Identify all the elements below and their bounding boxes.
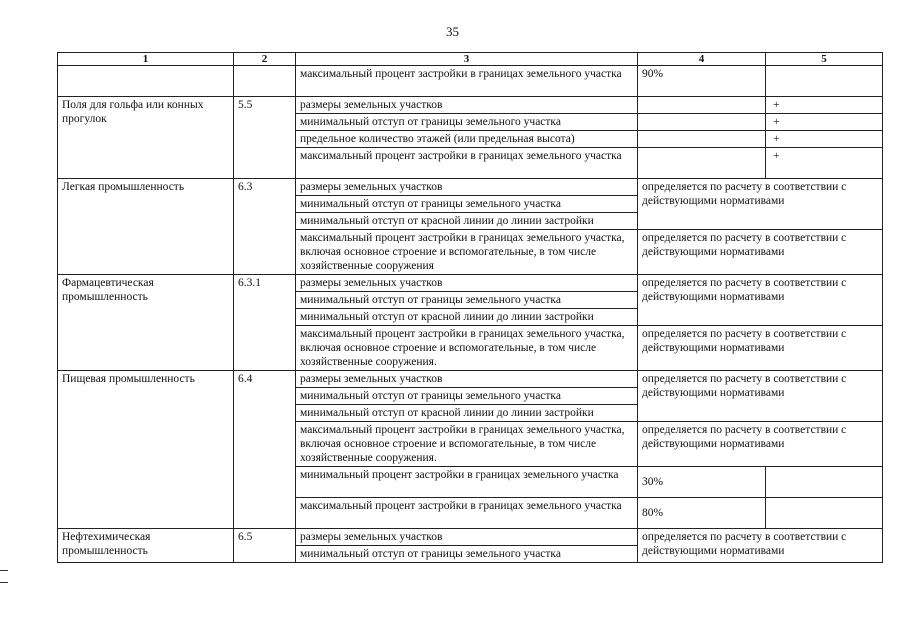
parameter-cell: размеры земельных участков <box>296 97 638 114</box>
mark-cell: + <box>766 148 883 179</box>
merged-value-cell: определяется по расчету в соответствии с действующими нормативами <box>638 179 883 230</box>
regulations-table <box>57 52 883 563</box>
parameter-cell: минимальный отступ от красной линии до линии застройки <box>296 309 638 326</box>
merged-value-cell: определяется по расчету в соответствии с действующими нормативами <box>638 326 883 371</box>
merged-value-cell: определяется по расчету в соответствии с действующими нормативами <box>638 230 883 275</box>
value-cell: 90% <box>638 66 766 97</box>
code-cell: 5.5 <box>234 97 296 179</box>
mark-cell <box>766 498 883 529</box>
parameter-cell: максимальный процент застройки в границах земельного участка <box>296 498 638 529</box>
column-header-2: 2 <box>234 53 296 66</box>
value-cell: 30% <box>638 467 766 498</box>
column-header-5: 5 <box>766 53 883 66</box>
parameter-cell: минимальный отступ от границы земельного участка <box>296 388 638 405</box>
code-cell: 6.5 <box>234 529 296 563</box>
parameter-cell: размеры земельных участков <box>296 179 638 196</box>
mark-cell <box>766 66 883 97</box>
use-type-cell: Фармацевтическая промышленность <box>58 275 234 371</box>
parameter-cell: максимальный процент застройки в границах земельного участка, включая основное строение и вспомогательные, в том числе хозяйственные сооружения. <box>296 422 638 467</box>
column-header-3: 3 <box>296 53 638 66</box>
margin-mark <box>0 582 8 583</box>
table-row <box>58 66 883 97</box>
parameter-cell: минимальный отступ от границы земельного участка <box>296 546 638 563</box>
table-row <box>58 97 883 114</box>
merged-value-cell: определяется по расчету в соответствии с действующими нормативами <box>638 529 883 563</box>
parameter-cell: минимальный отступ от границы земельного участка <box>296 292 638 309</box>
merged-value-cell: определяется по расчету в соответствии с действующими нормативами <box>638 371 883 422</box>
table-row <box>58 529 883 546</box>
parameter-cell: минимальный отступ от границы земельного участка <box>296 114 638 131</box>
mark-cell: + <box>766 97 883 114</box>
parameter-cell: размеры земельных участков <box>296 275 638 292</box>
parameter-cell: максимальный процент застройки в границах земельного участка, включая основное строение и вспомогательные, в том числе хозяйственные сооружения <box>296 230 638 275</box>
use-type-cell: Пищевая промышленность <box>58 371 234 529</box>
page-number: 35 <box>446 24 459 39</box>
column-header-1: 1 <box>58 53 234 66</box>
use-type-cell: Легкая промышленность <box>58 179 234 275</box>
code-cell <box>234 66 296 97</box>
value-cell <box>638 114 766 131</box>
mark-cell <box>766 467 883 498</box>
use-type-cell <box>58 66 234 97</box>
parameter-cell: максимальный процент застройки в границах земельного участка <box>296 148 638 179</box>
merged-value-cell: определяется по расчету в соответствии с действующими нормативами <box>638 275 883 326</box>
parameter-cell: минимальный отступ от красной линии до линии застройки <box>296 405 638 422</box>
table-row <box>58 275 883 292</box>
column-header-4: 4 <box>638 53 766 66</box>
mark-cell: + <box>766 131 883 148</box>
table-row <box>58 179 883 196</box>
code-cell: 6.3 <box>234 179 296 275</box>
parameter-cell: минимальный процент застройки в границах земельного участка <box>296 467 638 498</box>
code-cell: 6.3.1 <box>234 275 296 371</box>
parameter-cell: максимальный процент застройки в границах земельного участка, включая основное строение и вспомогательные, в том числе хозяйственные сооружения. <box>296 326 638 371</box>
use-type-cell: Поля для гольфа или конных прогулок <box>58 97 234 179</box>
parameter-cell: предельное количество этажей (или предельная высота) <box>296 131 638 148</box>
parameter-cell: минимальный отступ от границы земельного участка <box>296 196 638 213</box>
parameter-cell: минимальный отступ от красной линии до линии застройки <box>296 213 638 230</box>
header-row <box>58 53 883 66</box>
value-cell <box>638 148 766 179</box>
value-cell: 80% <box>638 498 766 529</box>
margin-mark <box>0 570 8 571</box>
parameter-cell: размеры земельных участков <box>296 529 638 546</box>
merged-value-cell: определяется по расчету в соответствии с действующими нормативами <box>638 422 883 467</box>
mark-cell: + <box>766 114 883 131</box>
table-row <box>58 371 883 388</box>
code-cell: 6.4 <box>234 371 296 529</box>
value-cell <box>638 131 766 148</box>
parameter-cell: размеры земельных участков <box>296 371 638 388</box>
value-cell <box>638 97 766 114</box>
use-type-cell: Нефтехимическая промышленность <box>58 529 234 563</box>
parameter-cell: максимальный процент застройки в границах земельного участка <box>296 66 638 97</box>
